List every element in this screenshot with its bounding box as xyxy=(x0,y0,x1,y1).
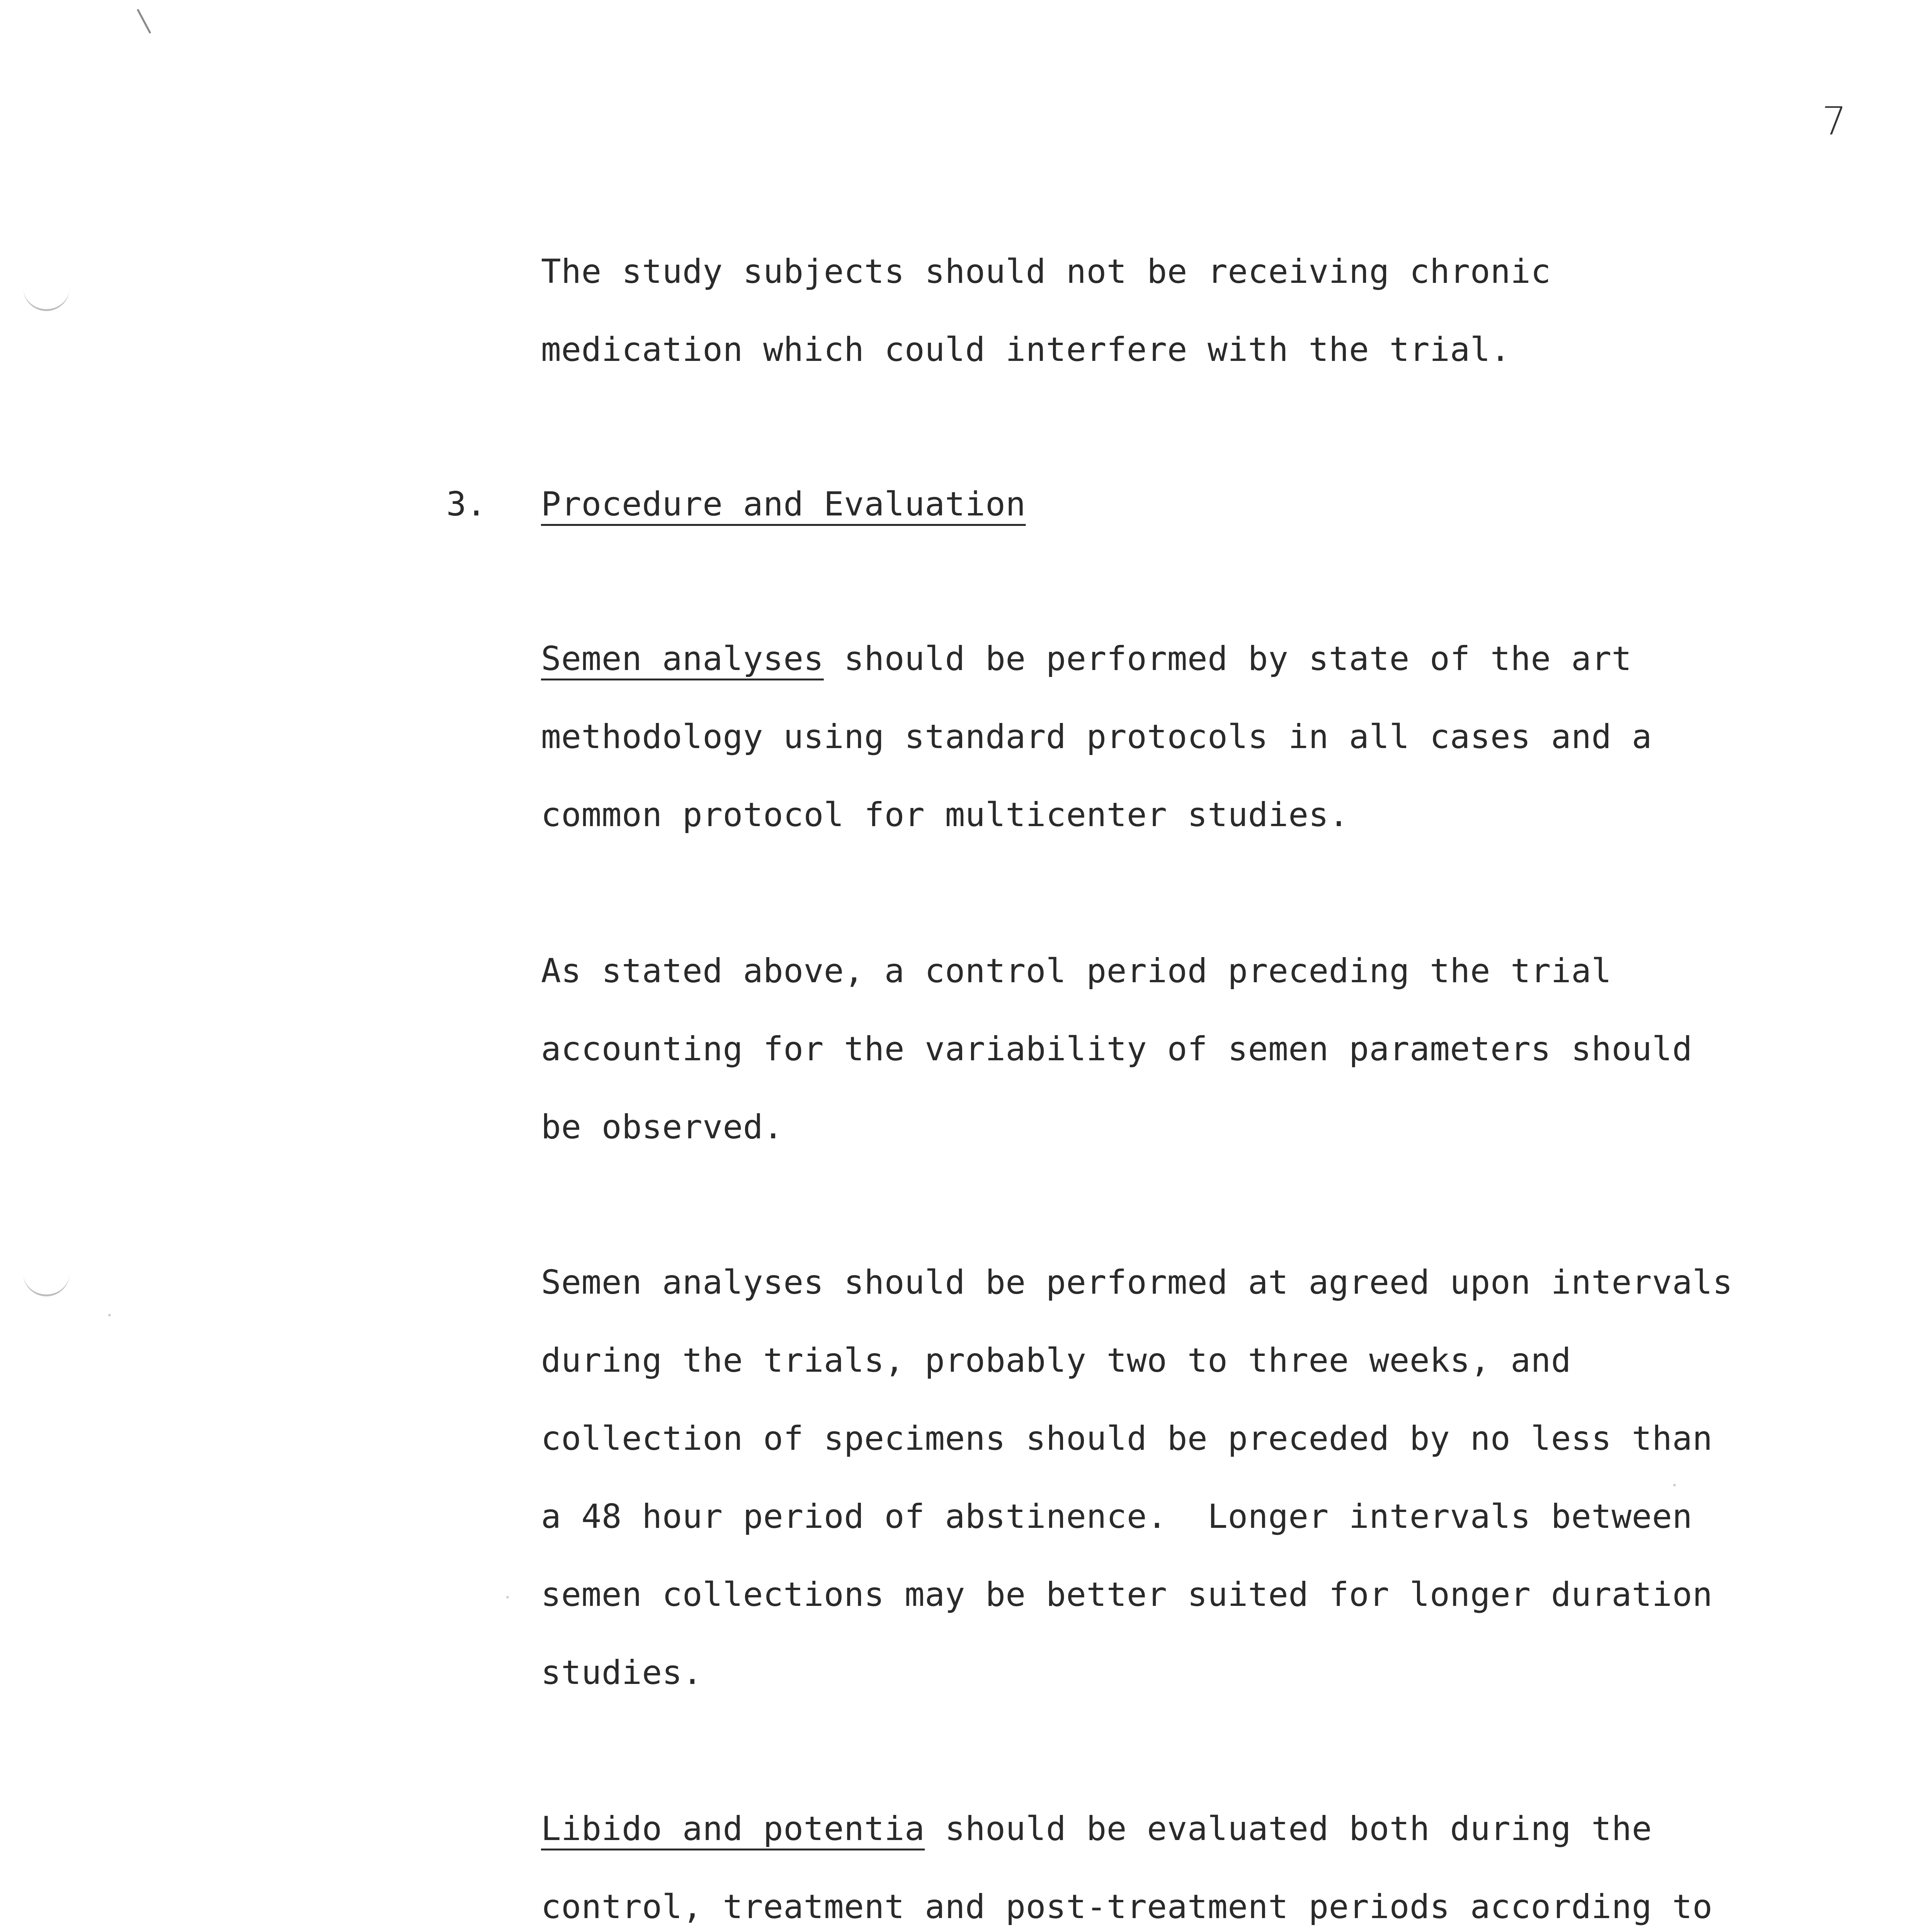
text-line: The study subjects should not be receiving chronic xyxy=(541,252,1551,291)
binder-hole-mark xyxy=(23,286,70,311)
text-line: collection of specimens should be preceded by no less than xyxy=(541,1419,1713,1458)
scan-speck xyxy=(1673,1484,1676,1486)
scan-speck xyxy=(506,1596,509,1599)
text-line xyxy=(541,1810,1652,1848)
binder-hole-mark xyxy=(23,1271,70,1296)
section-title: Procedure and Evaluation xyxy=(541,485,1026,524)
text-line: accounting for the variability of semen parameters should xyxy=(541,1030,1692,1068)
text-line: a 48 hour period of abstinence. Longer intervals between xyxy=(541,1497,1692,1536)
text-line: during the trials, probably two to three weeks, and xyxy=(541,1341,1572,1380)
text-line: As stated above, a control period preceding the trial xyxy=(541,952,1612,990)
text-line xyxy=(541,639,1632,678)
page-number: 7 xyxy=(1822,99,1847,144)
text-line: methodology using standard protocols in all cases and a xyxy=(541,718,1652,756)
text-line: control, treatment and post-treatment periods according to xyxy=(541,1888,1713,1926)
text-line: studies. xyxy=(541,1653,703,1692)
text-line: be observed. xyxy=(541,1108,784,1146)
section-number: 3. xyxy=(446,485,486,524)
text-line: medication which could interfere with the trial. xyxy=(541,330,1511,369)
scan-speck xyxy=(108,1314,111,1316)
text-line: common protocol for multicenter studies. xyxy=(541,796,1349,834)
text-line: semen collections may be better suited for longer duration xyxy=(541,1575,1713,1614)
underlined-term: Libido and potentia xyxy=(541,1810,925,1848)
text-fragment: should be performed by state of the art xyxy=(823,639,1632,678)
underlined-term: Semen analyses xyxy=(541,639,824,678)
text-fragment: should be evaluated both during the xyxy=(925,1810,1652,1848)
text-line: Semen analyses should be performed at agreed upon intervals xyxy=(541,1263,1733,1302)
scan-mark xyxy=(137,9,151,34)
